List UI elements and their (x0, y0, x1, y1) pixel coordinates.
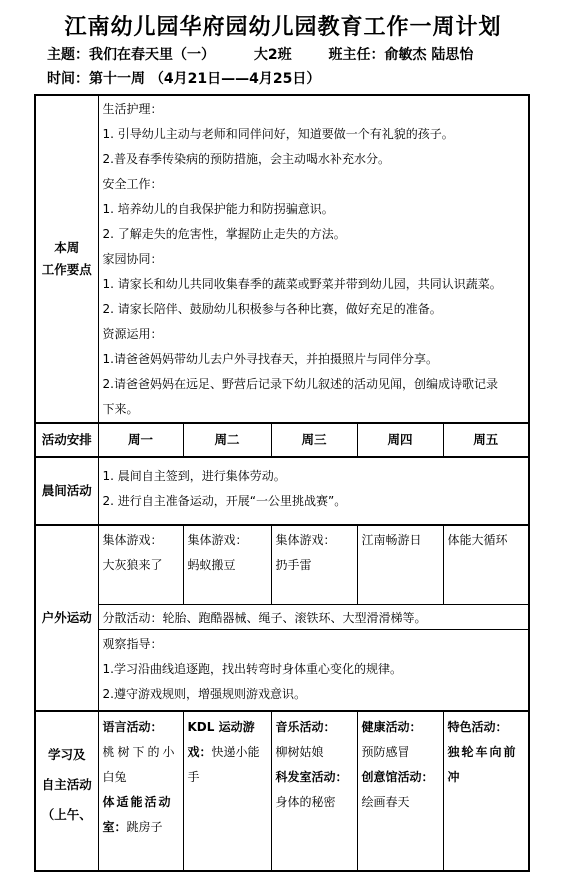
outdoor-item: 集体游戏： (102, 533, 163, 547)
meta-line-1 (47, 44, 473, 64)
study-text: 跳房子 (126, 820, 163, 834)
focus-line: 家园协同： (102, 252, 163, 266)
study-wednesday (271, 711, 357, 871)
focus-line: 1. 引导幼儿主动与老师和同伴问好，知道要做一个有礼貌的孩子。 (102, 127, 454, 141)
study-tuesday (183, 711, 271, 871)
theme-label: 主题： (47, 47, 89, 63)
outdoor-thursday (357, 525, 443, 605)
teacher-names: 俞敏杰 陆思怡 (384, 47, 474, 63)
day-thursday: 周四 (357, 423, 443, 457)
time-value: 第十一周 （4月21日——4月25日） (89, 71, 321, 87)
focus-line: 2. 了解走失的危害性，掌握防止走失的方法。 (102, 227, 346, 241)
outdoor-observe-row (35, 630, 529, 712)
morning-line: 2. 进行自主准备运动，开展“一公里挑战赛”。 (102, 494, 347, 508)
study-row (35, 711, 529, 871)
observe-line: 观察指导： (102, 637, 163, 651)
study-heading: 特色活动： (447, 720, 508, 734)
schedule-label: 活动安排 (35, 423, 98, 457)
focus-line: 2. 请家长陪伴、鼓励幼儿积极参与各种比赛，做好充足的准备。 (102, 302, 442, 316)
focus-line: 1. 培养幼儿的自我保护能力和防拐骗意识。 (102, 202, 334, 216)
study-heading: KDL 运动游 (187, 720, 255, 734)
study-text: 独轮车向前 (447, 745, 518, 759)
focus-label-line-2: 工作要点 (41, 262, 92, 277)
study-text: 预防感冒 (361, 745, 410, 759)
theme-value: 我们在春天里（一） (89, 47, 215, 63)
study-heading: 科发室活动： (275, 770, 348, 784)
outdoor-observe (98, 630, 529, 712)
outdoor-item: 体能大循环 (447, 533, 508, 547)
outdoor-scattered-row (35, 605, 529, 630)
day-monday: 周一 (98, 423, 183, 457)
study-heading: 健康活动： (361, 720, 422, 734)
outdoor-scattered: 分散活动：轮胎、跑酷器械、绳子、滚铁环、大型滑滑梯等。 (98, 605, 529, 630)
day-wednesday: 周三 (271, 423, 357, 457)
focus-line: 安全工作： (102, 177, 163, 191)
focus-line: 生活护理： (102, 102, 163, 116)
study-label (35, 711, 98, 871)
outdoor-label: 户外运动 (35, 525, 98, 711)
outdoor-tuesday (183, 525, 271, 605)
study-text: 快递小能 (211, 745, 260, 759)
observe-line: 1.学习沿曲线追逐跑，找出转弯时身体重心变化的规律。 (102, 662, 402, 676)
study-text: 身体的秘密 (275, 795, 336, 809)
outdoor-item: 江南畅游日 (361, 533, 422, 547)
study-text: 绘画春天 (361, 795, 410, 809)
outdoor-monday (98, 525, 183, 605)
focus-label (35, 95, 98, 423)
study-label-line-2: 自主活动 (41, 777, 92, 792)
study-text: 桃树下的小 (102, 745, 178, 759)
outdoor-item: 集体游戏： (187, 533, 248, 547)
weekly-plan-table (34, 94, 530, 872)
focus-row (35, 95, 529, 423)
outdoor-item: 集体游戏： (275, 533, 336, 547)
outdoor-friday (443, 525, 529, 605)
study-friday (443, 711, 529, 871)
study-text: 柳树姑娘 (275, 745, 324, 759)
study-heading: 创意馆活动： (361, 770, 434, 784)
schedule-row (35, 423, 529, 457)
class-value: 大2班 (253, 47, 292, 63)
teacher-label: 班主任： (328, 47, 385, 63)
study-monday (98, 711, 183, 871)
morning-line: 1. 晨间自主签到，进行集体劳动。 (102, 469, 286, 483)
study-heading: 戏： (187, 745, 212, 759)
study-text: 手 (187, 770, 200, 784)
focus-line: 1. 请家长和幼儿共同收集春季的蔬菜或野菜并带到幼儿园，共同认识蔬菜。 (102, 277, 502, 291)
day-tuesday: 周二 (183, 423, 271, 457)
outdoor-wednesday (271, 525, 357, 605)
outdoor-item: 扔手雷 (275, 558, 312, 572)
study-heading: 音乐活动： (275, 720, 336, 734)
page-title: 江南幼儿园华府园幼儿园教育工作一周计划 (64, 14, 502, 40)
focus-line: 2.普及春季传染病的预防措施，会主动喝水补充水分。 (102, 152, 390, 166)
morning-label: 晨间活动 (35, 457, 98, 525)
focus-content (98, 95, 529, 423)
focus-line: 2.请爸爸妈妈在远足、野营后记录下幼儿叙述的活动见闻，创编成诗歌记录 (102, 377, 498, 391)
study-thursday (357, 711, 443, 871)
study-label-line-1: 学习及 (47, 747, 86, 762)
focus-line: 1.请爸爸妈妈带幼儿去户外寻找春天，并拍摄照片与同伴分享。 (102, 352, 438, 366)
study-heading: 室： (102, 820, 127, 834)
meta-line-2 (47, 68, 320, 88)
morning-row (35, 457, 529, 525)
study-text: 冲 (447, 770, 460, 784)
focus-line: 下来。 (102, 402, 139, 416)
focus-line: 资源运用： (102, 327, 163, 341)
focus-label-line-1: 本周 (54, 240, 80, 255)
outdoor-item: 蚂蚁搬豆 (187, 558, 236, 572)
day-friday: 周五 (443, 423, 529, 457)
outdoor-days-row (35, 525, 529, 605)
morning-content (98, 457, 529, 525)
study-text: 白兔 (102, 770, 127, 784)
study-heading: 体适能活动 (102, 795, 173, 809)
observe-line: 2.遵守游戏规则，增强规则游戏意识。 (102, 687, 306, 701)
study-heading: 语言活动： (102, 720, 163, 734)
study-label-line-3: （上午、 (41, 807, 92, 822)
outdoor-item: 大灰狼来了 (102, 558, 163, 572)
time-label: 时间： (47, 71, 89, 87)
